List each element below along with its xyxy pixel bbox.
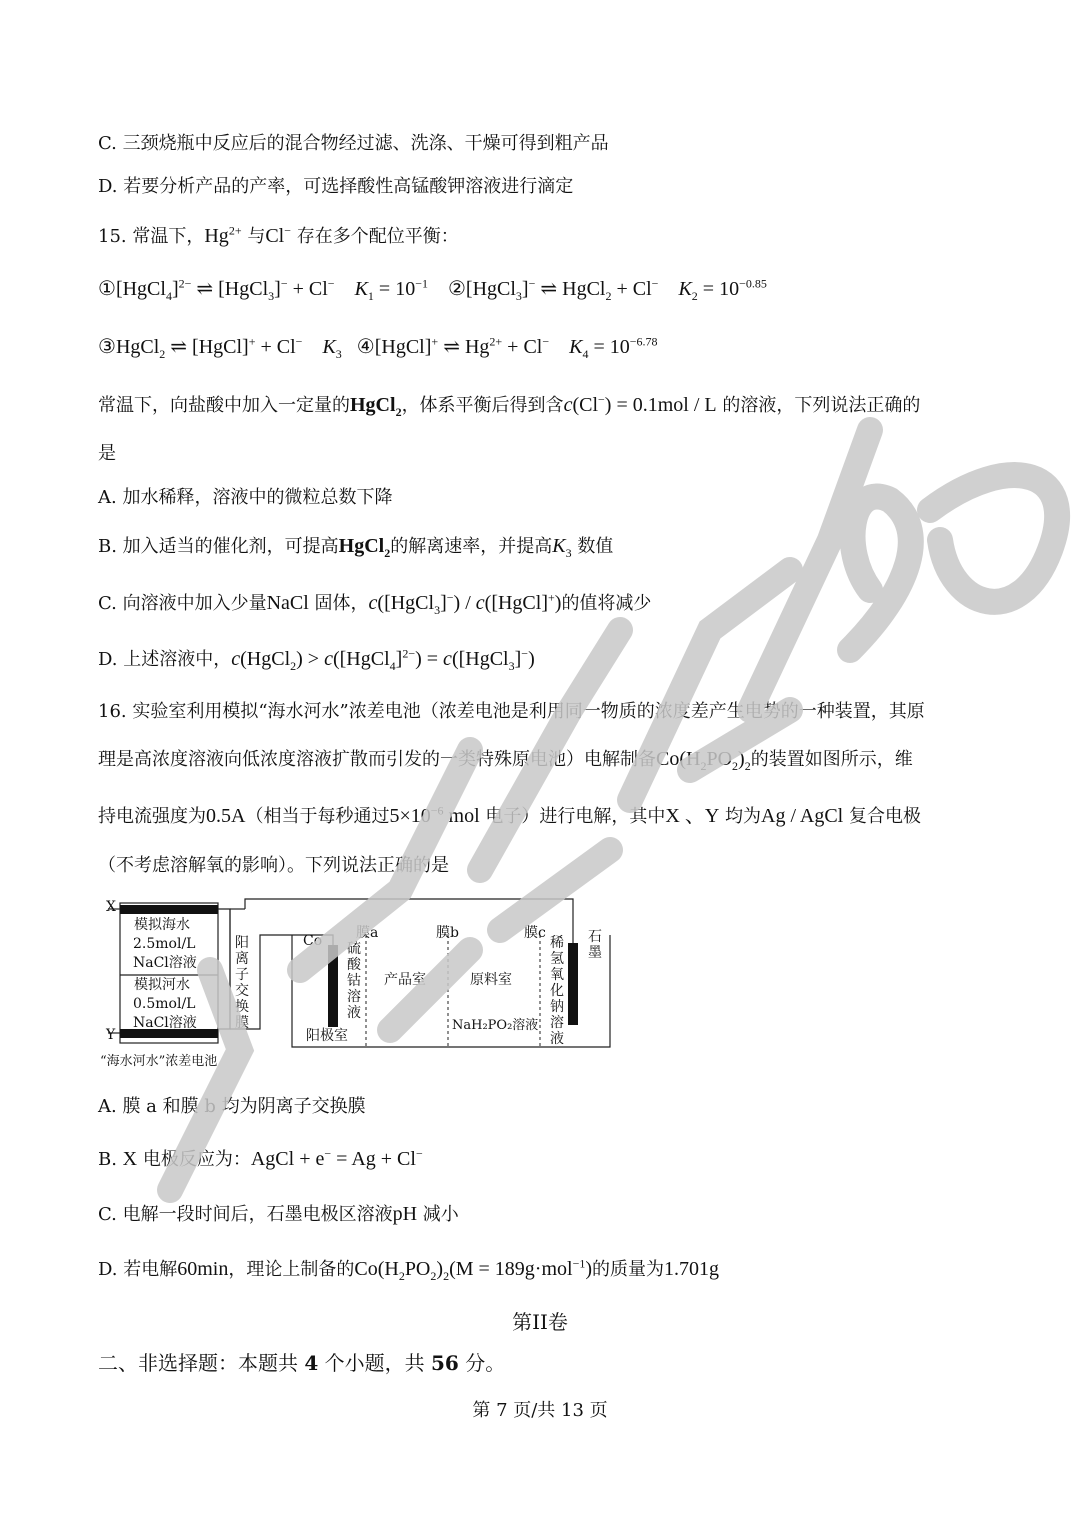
- anode-room-label: 阳极室: [306, 1028, 348, 1044]
- q15-stem: 15. 常温下，$Hg^{2+}$ 与Cl− 存在多个配位平衡：: [98, 223, 459, 247]
- q15-option-c: C. 向溶液中加入少量NaCl 固体，c([HgCl$_3$]−) / c([HgCl]+)的值将减少: [98, 590, 652, 617]
- raw-material-room-label: 原料室: [470, 972, 512, 988]
- q16-stem-line2: 理是高浓度溶液向低浓度溶液扩散而引发的一类特殊原电池）电解制备$Co(H_2PO_2)_2$的装置如图所示，维: [98, 748, 913, 773]
- section-title: 第II卷: [512, 1310, 568, 1334]
- q15-condition: 常温下，向盐酸中加入一定量的HgCl$_2$，体系平衡后得到含c(Cl−) = 0.1mol / L 的溶液，下列说法正确的: [98, 392, 921, 419]
- q15-option-b: B. 加入适当的催化剂，可提高HgCl$_2$的解离速率，并提高$K_3$ 数值: [98, 535, 614, 560]
- naoh-solution-label: 稀氢氧化钠溶液: [550, 935, 564, 1047]
- q16-stem-line3: 持电流强度为0.5A（相当于每秒通过$5\times 10^{-6}$ mol 电子）进行电解，其中X 、Y 均为Ag / AgCl 复合电极: [98, 803, 921, 827]
- q16-option-a: A. 膜 a 和膜 b 均为阴离子交换膜: [98, 1096, 366, 1117]
- page-footer: 第 7 页/共 13 页: [472, 1400, 608, 1421]
- raw-solution-label: NaH₂PO₂溶液: [452, 1018, 539, 1033]
- membrane-a-label: 膜a: [356, 925, 379, 941]
- q15-condition-line2: 是: [98, 443, 116, 464]
- sea-water-conc: 2.5mol/L: [133, 936, 196, 952]
- q15-equilibrium-1-2: ①[HgCl$_4$]$^{2-}$ ⇌ [HgCl$_3$]− + Cl− $K_1 = 10^{-1}$ ②[HgCl$_3$]− ⇌ HgCl$_2$ + Cl− $K_2 = 10^{-0.85}$: [98, 276, 767, 303]
- river-water-solution: NaCl溶液: [133, 1015, 197, 1031]
- q16-stem-line4: （不考虑溶解氧的影响）。下列说法正确的是: [98, 855, 449, 876]
- battery-caption: “海水河水”浓差电池: [100, 1054, 218, 1069]
- q15-equilibrium-3-4: ③HgCl$_2$ ⇌ [HgCl]+ + Cl− $K_3$ ④[HgCl]+ ⇌ $Hg^{2+} + Cl^-$ $K_4 = 10^{-6.78}$: [98, 334, 658, 361]
- river-water-conc: 0.5mol/L: [133, 996, 196, 1012]
- cobalt-electrode-label: Co: [303, 933, 323, 949]
- product-room-label: 产品室: [384, 972, 426, 988]
- electrolysis-diagram: [100, 895, 620, 1085]
- section-heading: 二、非选择题：本题共 4 个小题，共 56 分。: [98, 1351, 506, 1375]
- sea-water-name: 模拟海水: [134, 917, 190, 933]
- q15-option-a: A. 加水稀释，溶液中的微粒总数下降: [98, 487, 393, 508]
- membrane-c-label: 膜c: [524, 925, 546, 941]
- q14-option-c: C. 三颈烧瓶中反应后的混合物经过滤、洗涤、干燥可得到粗产品: [98, 133, 609, 154]
- electrode-y-label: Y: [106, 1027, 116, 1043]
- q14-option-d: D. 若要分析产品的产率，可选择酸性高锰酸钾溶液进行滴定: [98, 176, 574, 197]
- membrane-b-label: 膜b: [436, 925, 459, 941]
- q16-option-b: B. X 电极反应为：AgCl + e− = Ag + Cl−: [98, 1146, 423, 1170]
- electrode-x-label: X: [106, 899, 116, 915]
- cobalt-sulfate-solution-label: 硫酸钴溶液: [347, 941, 361, 1021]
- q16-option-c: C. 电解一段时间后，石墨电极区溶液pH 减小: [98, 1203, 459, 1225]
- q15-option-d: D. 上述溶液中，c(HgCl$_2$) > c([HgCl$_4$]$^{2-}$) = c([HgCl$_3$]−): [98, 646, 535, 673]
- cation-exchange-membrane-label: 阳离子交换膜: [235, 935, 249, 1031]
- sea-water-solution: NaCl溶液: [133, 955, 197, 971]
- q16-stem-line1: 16. 实验室利用模拟“海水河水”浓差电池（浓差电池是利用同一物质的浓度差产生电势的一种装置，其原: [98, 701, 925, 722]
- q16-option-d: D. 若电解60min，理论上制备的$Co(H_2PO_2)_2(M = 189g\cdot mol^{-1})$的质量为1.701g: [98, 1256, 720, 1283]
- river-water-name: 模拟河水: [134, 977, 190, 993]
- graphite-electrode-label: 石墨: [588, 929, 602, 961]
